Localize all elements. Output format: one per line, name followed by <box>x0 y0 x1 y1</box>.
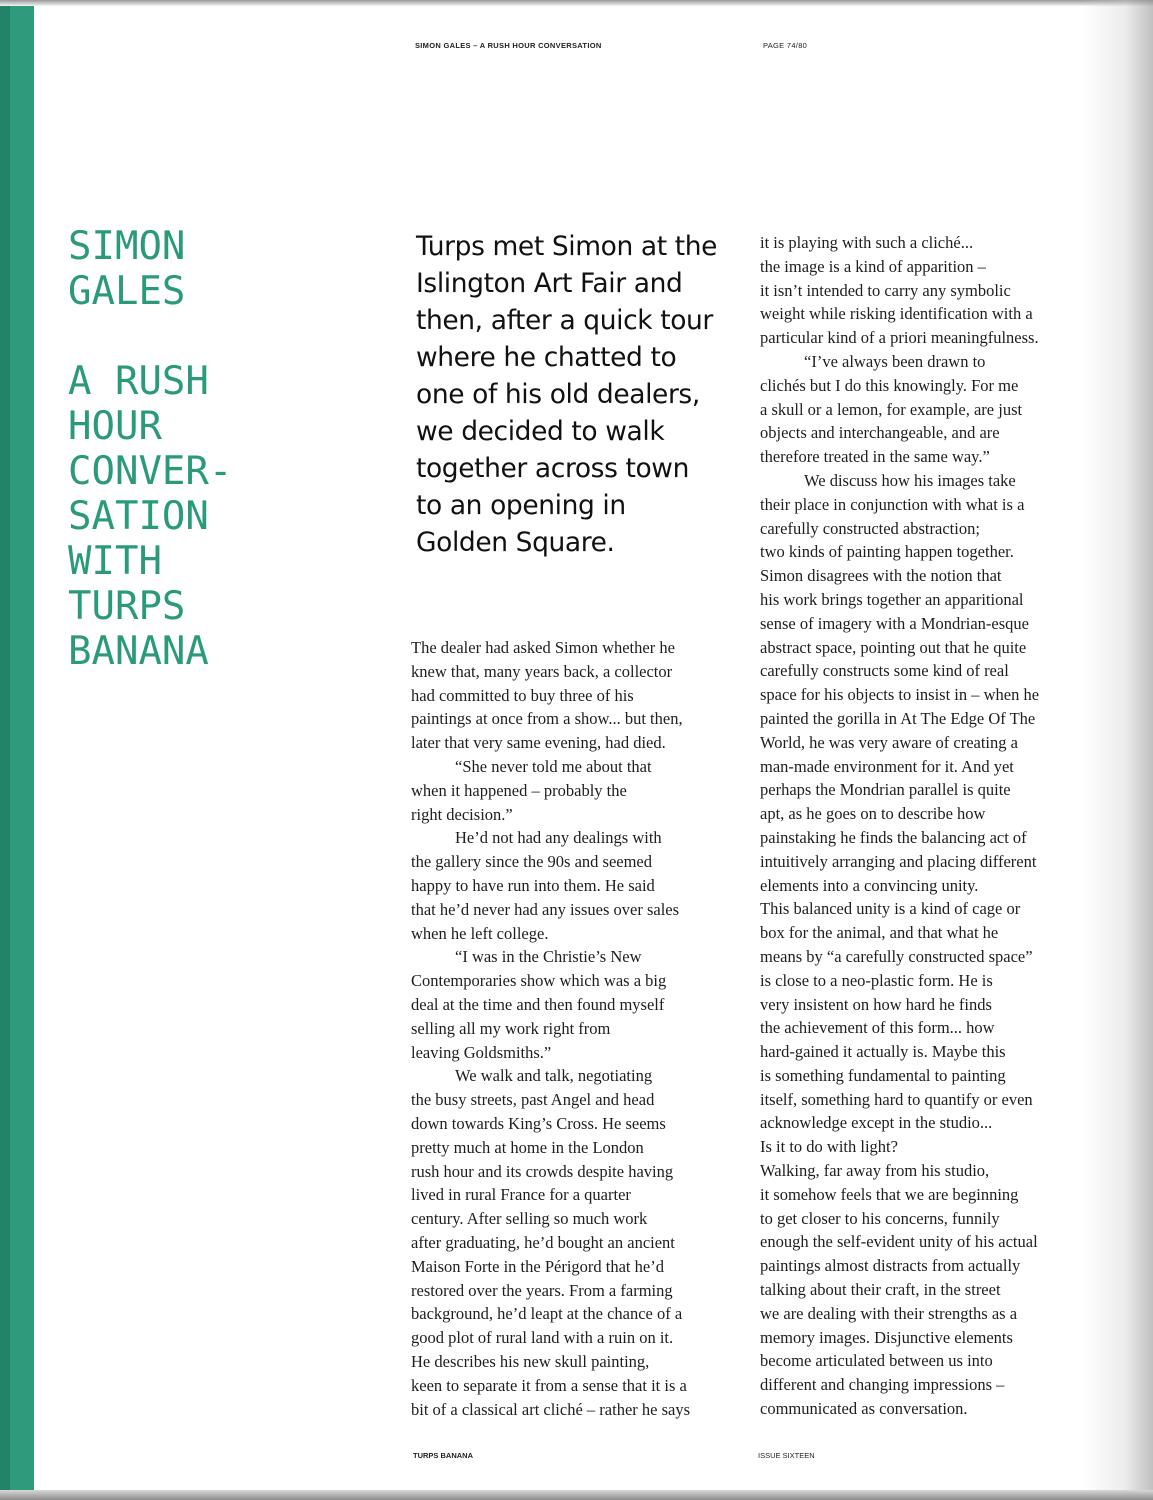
intro-line: Turps met Simon at the <box>416 231 718 262</box>
body-line: their place in conjunction with what is a <box>760 494 1025 514</box>
title-line: HOUR <box>68 404 162 449</box>
body-line: therefore treated in the same way.” <box>760 447 990 467</box>
body-line: his work brings together an apparitional <box>760 589 1024 609</box>
body-line: later that very same evening, had died. <box>411 733 666 753</box>
intro-line: Islington Art Fair and <box>416 268 683 299</box>
body-line: This balanced unity is a kind of cage or <box>760 899 1021 919</box>
body-line: happy to have run into them. He said <box>411 875 655 895</box>
body-line: background, he’d leapt at the chance of a <box>411 1304 683 1324</box>
title-line: GALES <box>68 269 186 314</box>
body-line: hard-gained it actually is. Maybe this <box>760 1042 1006 1062</box>
body-line: paintings at once from a show... but then, <box>411 709 683 729</box>
body-line: man-made environment for it. And yet <box>760 756 1014 776</box>
body-line: perhaps the Mondrian parallel is quite <box>760 780 1011 800</box>
body-line: it isn’t intended to carry any symbolic <box>760 280 1011 300</box>
body-line: box for the animal, and that what he <box>760 923 999 943</box>
body-line: communicated as conversation. <box>760 1399 968 1419</box>
body-line: intuitively arranging and placing different <box>760 851 1037 871</box>
spine-edge <box>0 0 10 1500</box>
body-line: He describes his new skull painting, <box>411 1351 650 1371</box>
body-line: painstaking he finds the balancing act of <box>760 827 1027 847</box>
body-line: when he left college. <box>411 923 549 943</box>
title-line: SATION <box>68 494 209 539</box>
body-line: clichés but I do this knowingly. For me <box>760 375 1019 395</box>
title-line: TURPS <box>68 584 186 629</box>
title-gap <box>68 314 388 359</box>
body-line: space for his objects to insist in – when he <box>760 685 1040 705</box>
body-line: painted the gorilla in At The Edge Of The <box>760 708 1036 728</box>
body-line: abstract space, pointing out that he quite <box>760 637 1027 657</box>
body-line: paintings almost distracts from actually <box>760 1256 1021 1276</box>
body-line: the busy streets, past Angel and head <box>411 1090 655 1110</box>
body-line: is something fundamental to painting <box>760 1065 1006 1085</box>
body-line: keen to separate it from a sense that it is a <box>411 1375 687 1395</box>
body-line: memory images. Disjunctive elements <box>760 1327 1013 1347</box>
body-line: two kinds of painting happen together. <box>760 542 1014 562</box>
body-column-middle <box>411 636 741 1421</box>
body-line: particular kind of a priori meaningfulness. <box>760 328 1039 348</box>
body-line: He’d not had any dealings with <box>455 828 662 848</box>
body-line: the image is a kind of apparition – <box>760 256 986 276</box>
body-line: after graduating, he’d bought an ancient <box>411 1232 675 1252</box>
intro-standfirst <box>416 228 746 561</box>
intro-line: to an opening in <box>416 490 626 521</box>
body-line: We discuss how his images take <box>804 470 1016 490</box>
intro-line: Golden Square. <box>416 527 615 558</box>
body-line: deal at the time and then found myself <box>411 994 665 1014</box>
body-column-right <box>760 231 1090 1421</box>
body-line: we are dealing with their strengths as a <box>760 1303 1018 1323</box>
body-line: carefully constructs some kind of real <box>760 661 1009 681</box>
body-line: Is it to do with light? <box>760 1137 898 1157</box>
body-line: weight while risking identification with a <box>760 304 1033 324</box>
title-line: A RUSH <box>68 359 209 404</box>
body-line: good plot of rural land with a ruin on it. <box>411 1328 674 1348</box>
body-line: become articulated between us into <box>760 1351 993 1371</box>
body-line: sense of imagery with a Mondrian-esque <box>760 613 1029 633</box>
body-line: “She never told me about that <box>455 756 652 776</box>
body-line: to get closer to his concerns, funnily <box>760 1208 1000 1228</box>
body-line: century. After selling so much work <box>411 1209 648 1229</box>
body-line: objects and interchangeable, and are <box>760 423 1000 443</box>
body-line: knew that, many years back, a collector <box>411 661 673 681</box>
body-line: “I’ve always been drawn to <box>804 351 986 371</box>
body-line: The dealer had asked Simon whether he <box>411 638 675 657</box>
body-line: apt, as he goes on to describe how <box>760 804 986 824</box>
body-line: it is playing with such a cliché... <box>760 233 974 252</box>
body-line: elements into a convincing unity. <box>760 875 979 895</box>
page-curl-shadow <box>1083 0 1153 1500</box>
body-line: right decision.” <box>411 804 513 824</box>
body-line: World, he was very aware of creating a <box>760 732 1018 752</box>
title-line: SIMON <box>68 224 186 269</box>
body-line: it somehow feels that we are beginning <box>760 1184 1019 1204</box>
body-line: pretty much at home in the London <box>411 1137 644 1157</box>
body-line: leaving Goldsmiths.” <box>411 1042 552 1062</box>
body-line: when it happened – probably the <box>411 780 627 800</box>
body-line: lived in rural France for a quarter <box>411 1185 631 1205</box>
body-line: means by “a carefully constructed space” <box>760 946 1033 966</box>
body-line: very insistent on how hard he finds <box>760 994 992 1014</box>
body-line: Contemporaries show which was a big <box>411 971 667 991</box>
body-line: itself, something hard to quantify or even <box>760 1089 1033 1109</box>
body-line: restored over the years. From a farming <box>411 1280 673 1300</box>
intro-line: where he chatted to <box>416 342 677 373</box>
page-bottom-edge <box>0 1490 1153 1500</box>
title-line: WITH <box>68 539 162 584</box>
body-line: enough the self-evident unity of his actual <box>760 1232 1038 1252</box>
intro-line: we decided to walk <box>416 416 665 447</box>
title-line: CONVER- <box>68 449 233 494</box>
intro-line: then, after a quick tour <box>416 305 713 336</box>
body-line: rush hour and its crowds despite having <box>411 1161 674 1181</box>
page-number: PAGE 74/80 <box>763 41 808 50</box>
body-line: had committed to buy three of his <box>411 685 634 705</box>
body-line: acknowledge except in the studio... <box>760 1113 993 1133</box>
body-line: different and changing impressions – <box>760 1375 1005 1395</box>
body-line: bit of a classical art cliché – rather he says <box>411 1399 691 1419</box>
body-line: selling all my work right from <box>411 1018 611 1038</box>
footer-issue: ISSUE SIXTEEN <box>758 1451 815 1460</box>
body-line: Maison Forte in the Périgord that he’d <box>411 1256 664 1276</box>
running-title: SIMON GALES – A RUSH HOUR CONVERSATION <box>415 41 602 50</box>
body-line: We walk and talk, negotiating <box>455 1066 653 1086</box>
intro-line: one of his old dealers, <box>416 379 700 410</box>
page-top-edge <box>0 0 1153 6</box>
article-title <box>68 224 388 674</box>
body-line: a skull or a lemon, for example, are just <box>760 399 1023 419</box>
body-line: carefully constructed abstraction; <box>760 518 980 538</box>
intro-line: together across town <box>416 453 689 484</box>
body-line: the achievement of this form... how <box>760 1018 995 1038</box>
body-line: “I was in the Christie’s New <box>455 947 642 967</box>
body-line: that he’d never had any issues over sales <box>411 899 680 919</box>
body-line: is close to a neo-plastic form. He is <box>760 970 993 990</box>
body-line: Simon disagrees with the notion that <box>760 566 1002 586</box>
body-line: talking about their craft, in the street <box>760 1280 1001 1300</box>
body-line: Walking, far away from his studio, <box>760 1161 990 1181</box>
body-line: the gallery since the 90s and seemed <box>411 852 652 872</box>
title-line: BANANA <box>68 629 209 674</box>
footer-publication: TURPS BANANA <box>413 1451 473 1460</box>
body-line: down towards King’s Cross. He seems <box>411 1113 666 1133</box>
